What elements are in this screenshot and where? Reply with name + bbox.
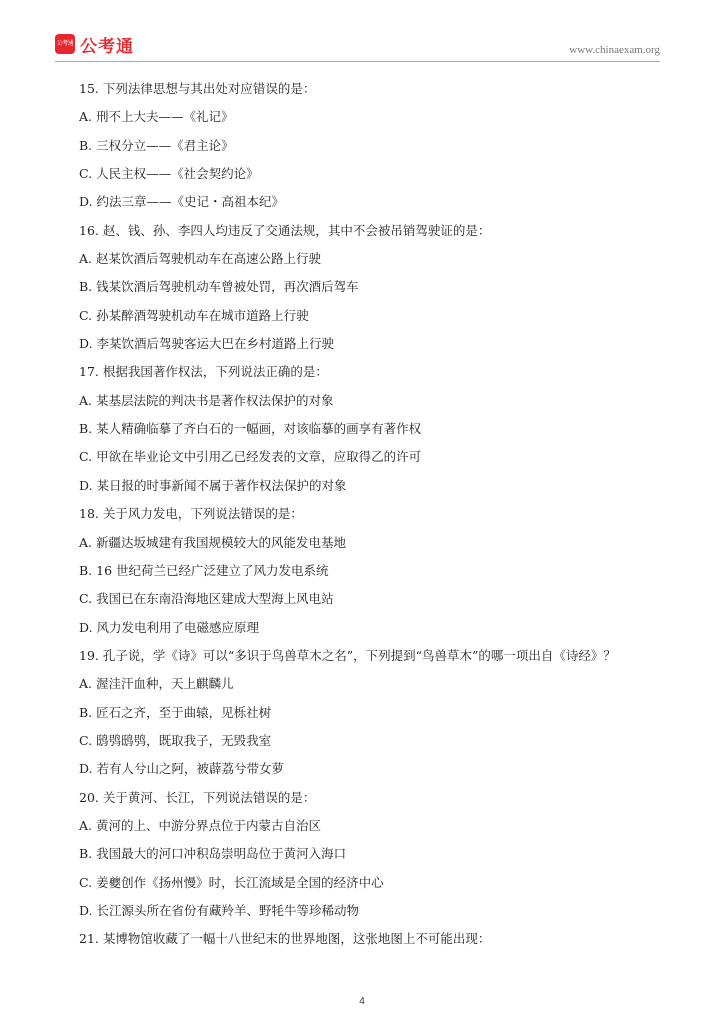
answer-option: B. 三权分立——《君主论》 xyxy=(79,137,234,153)
question-stem: 16. 赵、钱、孙、李四人均违反了交通法规，其中不会被吊销驾驶证的是： xyxy=(79,222,491,238)
page-header xyxy=(0,0,724,64)
question-stem: 18. 关于风力发电，下列说法错误的是： xyxy=(79,506,303,522)
answer-option: C. 我国已在东南沿海地区建成大型海上风电站 xyxy=(79,591,334,607)
page-number: 4 xyxy=(359,996,365,1007)
header-divider xyxy=(55,61,660,62)
answer-option: B. 16 世纪荷兰已经广泛建立了风力发电系统 xyxy=(79,562,329,578)
brand-logo[interactable] xyxy=(55,33,134,55)
answer-option: A. 赵某饮酒后驾驶机动车在高速公路上行驶 xyxy=(79,251,321,267)
question-stem: 20. 关于黄河、长江，下列说法错误的是： xyxy=(79,789,316,805)
answer-option: C. 姜夔创作《扬州慢》时，长江流域是全国的经济中心 xyxy=(79,874,384,890)
answer-option: A. 渥洼汗血种，天上麒麟儿 xyxy=(79,676,234,692)
answer-option: D. 风力发电利用了电磁感应原理 xyxy=(79,619,260,635)
answer-option: B. 匠石之齐，至于曲辕，见栎社树 xyxy=(79,704,272,720)
answer-option: C. 鸱鸮鸱鸮，既取我子，无毁我室 xyxy=(79,732,272,748)
answer-option: D. 若有人兮山之阿，被薜荔兮带女萝 xyxy=(79,761,285,777)
answer-option: D. 李某饮酒后驾驶客运大巴在乡村道路上行驶 xyxy=(79,336,335,352)
answer-option: B. 某人精确临摹了齐白石的一幅画，对该临摹的画享有著作权 xyxy=(79,421,422,437)
site-url[interactable]: www.chinaexam.org xyxy=(569,44,660,56)
question-stem: 21. 某博物馆收藏了一幅十八世纪末的世界地图，这张地图上不可能出现： xyxy=(79,931,491,947)
logo-text: 公考通 xyxy=(80,36,134,57)
answer-option: C. 人民主权——《社会契约论》 xyxy=(79,166,259,182)
answer-option: A. 黄河的上、中游分界点位于内蒙古自治区 xyxy=(79,817,321,833)
answer-option: A. 新疆达坂城建有我国规模较大的风能发电基地 xyxy=(79,534,346,550)
answer-option: A. 某基层法院的判决书是著作权法保护的对象 xyxy=(79,392,334,408)
answer-option: A. 刑不上大夫——《礼记》 xyxy=(79,109,234,125)
answer-option: D. 某日报的时事新闻不属于著作权法保护的对象 xyxy=(79,477,347,493)
question-content xyxy=(79,80,659,959)
answer-option: C. 孙某醉酒驾驶机动车在城市道路上行驶 xyxy=(79,307,309,323)
answer-option: D. 约法三章——《史记・高祖本纪》 xyxy=(79,194,285,210)
answer-option: B. 我国最大的河口冲积岛崇明岛位于黄河入海口 xyxy=(79,846,347,862)
answer-option: B. 钱某饮酒后驾驶机动车曾被处罚，再次酒后驾车 xyxy=(79,279,359,295)
answer-option: D. 长江源头所在省份有藏羚羊、野牦牛等珍稀动物 xyxy=(79,902,360,918)
logo-badge-icon: 公考通 xyxy=(55,34,75,54)
question-stem: 17. 根据我国著作权法，下列说法正确的是： xyxy=(79,364,328,380)
question-stem: 15. 下列法律思想与其出处对应错误的是： xyxy=(79,81,316,96)
question-stem: 19. 孔子说，学《诗》可以“多识于鸟兽草木之名”，下列提到“鸟兽草木”的哪一项出自《诗经》？ xyxy=(79,647,616,663)
answer-option: C. 甲欲在毕业论文中引用乙已经发表的文章，应取得乙的许可 xyxy=(79,449,422,465)
